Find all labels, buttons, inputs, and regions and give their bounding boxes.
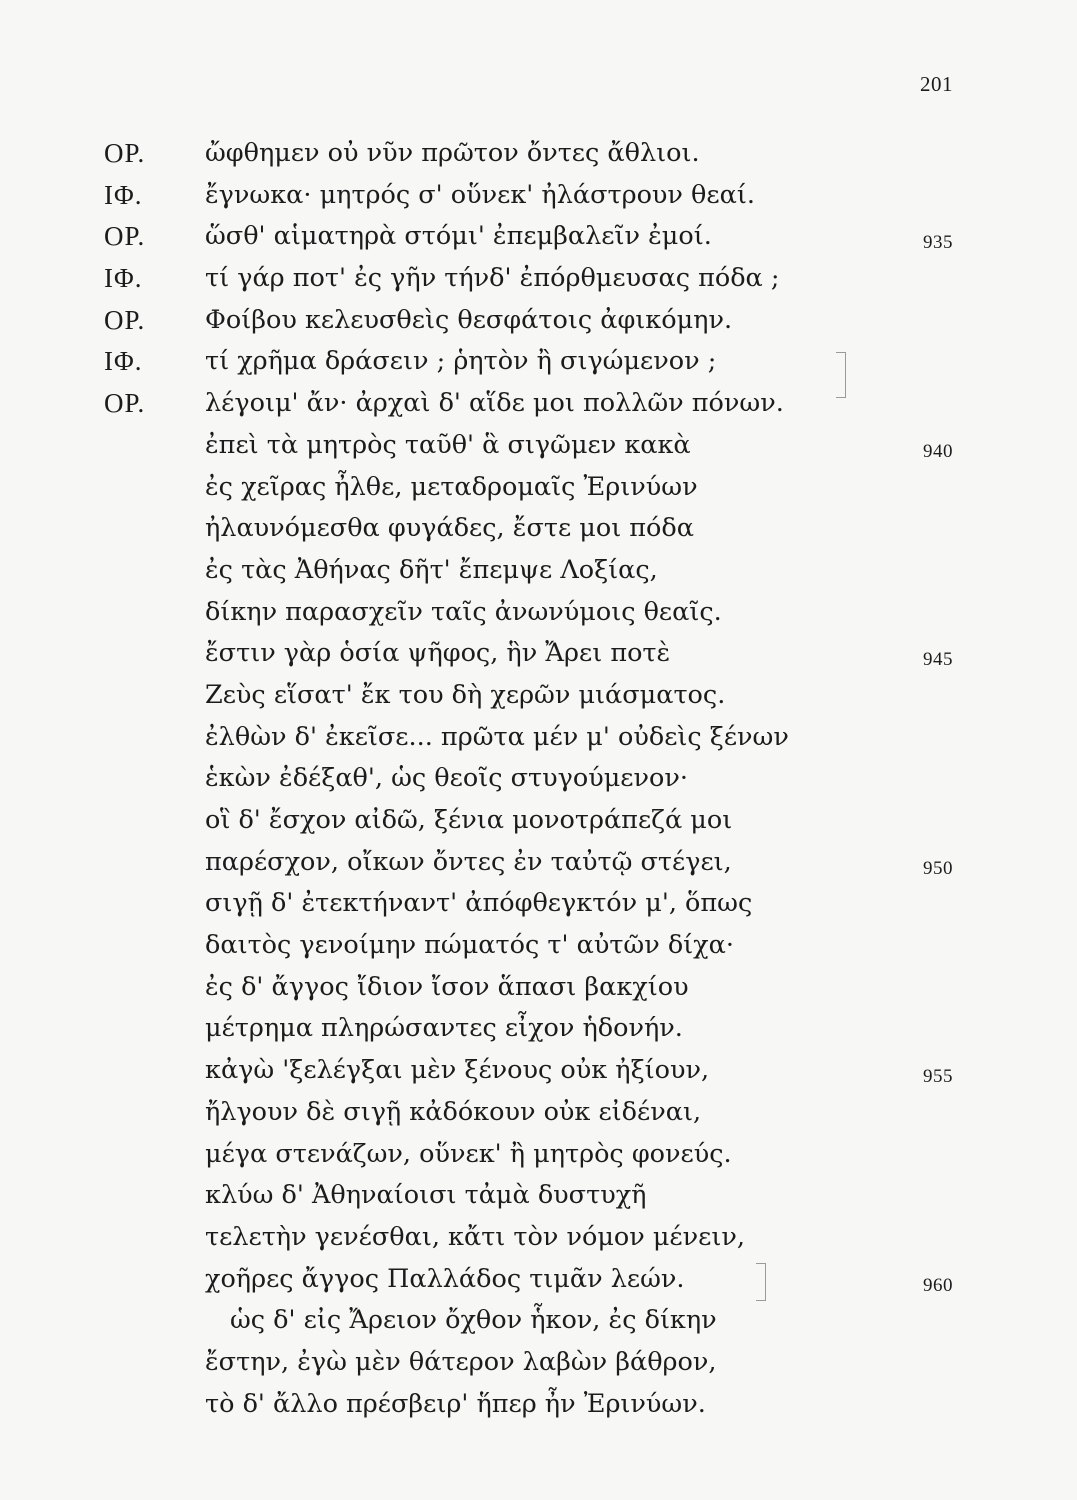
- verse-line: [0, 717, 1077, 759]
- line-number: 945: [923, 649, 953, 671]
- verse-text: δίκην παρασχεῖν ταῖς ἀνωνύμοις θεαῖς.: [205, 596, 722, 627]
- verse-line: [0, 467, 1077, 509]
- verse-line: [0, 967, 1077, 1009]
- verse-text: κλύω δ' Ἀθηναίοισι τἀμὰ δυστυχῆ: [205, 1180, 647, 1211]
- verse-line: [0, 300, 1077, 342]
- speaker-label: ΟΡ.: [104, 388, 146, 419]
- verse-text: χοῆρες ἄγγος Παλλάδος τιμᾶν λεών.: [205, 1263, 685, 1294]
- line-number: 940: [923, 440, 953, 462]
- verse-text: ἔγνωκα· μητρός σ' οὕνεκ' ἠλάστρουν θεαί.: [205, 179, 755, 210]
- verse-text: ἑκὼν ἐδέξαθ', ὡς θεοῖς στυγούμενον·: [205, 763, 688, 794]
- verse-text: ἐπεὶ τὰ μητρὸς ταῦθ' ἃ σιγῶμεν κακὰ: [205, 429, 691, 460]
- verse-line: [0, 1050, 1077, 1092]
- verse-text: μέγα στενάζων, οὕνεκ' ἢ μητρὸς φονεύς.: [205, 1138, 732, 1169]
- verse-line: [0, 592, 1077, 634]
- verse-text: ὤφθημεν οὐ νῦν πρῶτον ὄντες ἄθλιοι.: [205, 138, 700, 168]
- verse-text: τί γάρ ποτ' ἐς γῆν τήνδ' ἐπόρθμευσας πόδα ;: [205, 263, 780, 294]
- verse-line: [0, 1134, 1077, 1176]
- line-number: 960: [923, 1274, 953, 1296]
- speaker-label: ΟΡ.: [104, 138, 146, 168]
- speaker-label: ΙΦ.: [104, 179, 143, 210]
- verse-text: ὥσθ' αἱματηρὰ στόμι' ἐπεμβαλεῖν ἐμοί.: [205, 221, 712, 252]
- verse-line: [0, 1300, 1077, 1342]
- verse-line: [0, 425, 1077, 467]
- verse-line: [0, 758, 1077, 800]
- verse-text: ἐλθὼν δ' ἐκεῖσε... πρῶτα μέν μ' οὐδεὶς ξένων: [205, 721, 789, 752]
- verse-line: [0, 258, 1077, 300]
- verse-line: [0, 1342, 1077, 1384]
- verse-text: ὡς δ' εἰς Ἄρειον ὄχθον ἧκον, ἐς δίκην: [230, 1305, 717, 1336]
- verse-text: μέτρημα πληρώσαντες εἶχον ἡδονήν.: [205, 1013, 683, 1044]
- verse-line: [0, 925, 1077, 967]
- verse-text: ἔστην, ἐγὼ μὲν θάτερον λαβὼν βάθρον,: [205, 1346, 717, 1377]
- edition-bracket: [756, 1263, 766, 1301]
- verse-line: [0, 550, 1077, 592]
- verse-line: [0, 133, 1077, 175]
- verse-text: τελετὴν γενέσθαι, κἄτι τὸν νόμον μένειν,: [205, 1221, 745, 1252]
- verse-line: [0, 508, 1077, 550]
- verse-text: Ζεὺς εἵσατ' ἔκ του δὴ χερῶν μιάσματος.: [205, 679, 726, 710]
- speaker-label: ΙΦ.: [104, 263, 143, 294]
- verse-text: λέγοιμ' ἄν· ἀρχαὶ δ' αἵδε μοι πολλῶν πόνων.: [205, 388, 784, 419]
- verse-line: [0, 1008, 1077, 1050]
- verse-text: Φοίβου κελευσθεὶς θεσφάτοις ἀφικόμην.: [205, 304, 733, 335]
- verse-text: ἐς χεῖρας ἦλθε, μεταδρομαῖς Ἐρινύων: [205, 471, 698, 502]
- verse-line: [0, 1217, 1077, 1259]
- verse-text: σιγῇ δ' ἐτεκτήναντ' ἀπόφθεγκτόν μ', ὅπως: [205, 888, 753, 919]
- verse-line: [0, 341, 1077, 383]
- verse-line: [0, 216, 1077, 258]
- line-number: 935: [923, 232, 953, 254]
- verse-line: [0, 883, 1077, 925]
- verse-line: [0, 175, 1077, 217]
- verse-text: τὸ δ' ἄλλο πρέσβειρ' ἥπερ ἦν Ἐρινύων.: [205, 1388, 706, 1419]
- speaker-label: ΙΦ.: [104, 346, 143, 377]
- verse-text: ἔστιν γὰρ ὁσία ψῆφος, ἣν Ἄρει ποτὲ: [205, 638, 671, 669]
- verse-text: ἐς τὰς Ἀθήνας δῆτ' ἔπεμψε Λοξίας,: [205, 554, 658, 585]
- verse-text: δαιτὸς γενοίμην πώματός τ' αὐτῶν δίχα·: [205, 930, 734, 961]
- verse-line: [0, 1259, 1077, 1301]
- speaker-label: ΟΡ.: [104, 221, 146, 252]
- verse-line: [0, 842, 1077, 884]
- verse-text: οἳ δ' ἔσχον αἰδῶ, ξένια μονοτράπεζά μοι: [205, 805, 733, 835]
- line-number: 955: [923, 1066, 953, 1088]
- verse-text: ἠλαυνόμεσθα φυγάδες, ἔστε μοι πόδα: [205, 513, 694, 544]
- verse-line: [0, 800, 1077, 842]
- edition-bracket: [836, 352, 846, 398]
- speaker-label: ΟΡ.: [104, 304, 146, 335]
- verse-text: κἀγὼ 'ξελέγξαι μὲν ξένους οὐκ ἠξίουν,: [205, 1055, 710, 1086]
- verse-line: [0, 383, 1077, 425]
- line-number: 950: [923, 857, 953, 879]
- page-number: 201: [920, 72, 953, 96]
- verse-text: τί χρῆμα δράσειν ; ῥητὸν ἢ σιγώμενον ;: [205, 346, 717, 377]
- verse-text: ἤλγουν δὲ σιγῇ κἀδόκουν οὐκ εἰδέναι,: [205, 1096, 702, 1127]
- verse-text: ἐς δ' ἄγγος ἴδιον ἴσον ἅπασι βακχίου: [205, 971, 689, 1002]
- verse-line: [0, 1175, 1077, 1217]
- verse-line: [0, 675, 1077, 717]
- verse-line: [0, 633, 1077, 675]
- verse-line: [0, 1092, 1077, 1134]
- verse-lines: [0, 133, 1077, 1425]
- verse-text: παρέσχον, οἴκων ὄντες ἐν ταὐτῷ στέγει,: [205, 846, 732, 877]
- verse-line: [0, 1384, 1077, 1426]
